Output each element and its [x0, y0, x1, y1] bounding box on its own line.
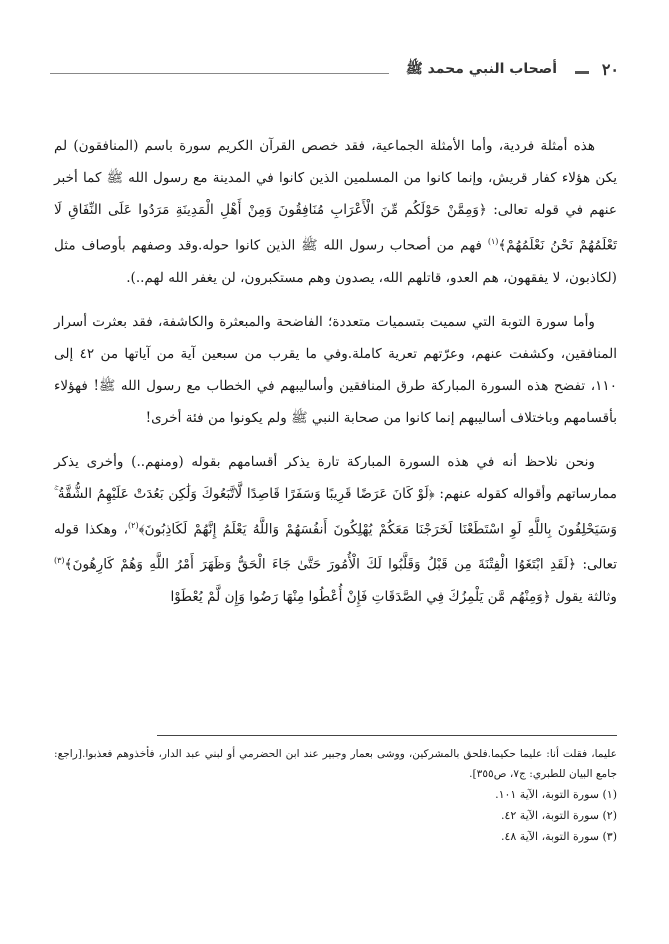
main-text	[54, 130, 617, 613]
quran-verse: ﴿لَقَدِ ابْتَغَوُا الْفِتْنَةَ مِن قَبْلُ وَقَلَّبُوا لَكَ الْأُمُورَ حَتَّىٰ جَاءَ الْحَقُّ وَظَهَرَ أَمْرُ اللَّهِ وَهُمْ كَارِهُونَ﴾	[64, 556, 577, 573]
running-title: أصحاب النبي محمد ﷺ	[405, 61, 557, 77]
paragraph-2	[54, 306, 617, 434]
footnote-continuation: عليما، فقلت أنا: عليما حكيما.فلحق بالمشركين، ووشى بعمار وجبير عند ابن الحضرمي أو لبني عبد الدار، فأخذوهم فعذبوا.[راجع: جامع البيان للطبري: ج٧، ص٣٥٥].	[54, 748, 617, 780]
header-dash	[575, 71, 589, 74]
text-run: ونحن نلاحظ أنه في هذه السورة المباركة تارة يذكر أقسامهم بقوله (ومنهم..) وأخرى يذكر ممارساتهم وأقواله كقوله عنهم:	[54, 453, 617, 502]
quran-verse: ﴿لَوْ كَانَ عَرَضًا قَرِيبًا وَسَفَرًا قَاصِدًا لَّاتَّبَعُوكَ وَلَٰكِن بَعُدَتْ عَلَيْهِمُ الشُّقَّةُ ۚ وَسَيَحْلِفُونَ بِاللَّهِ لَوِ اسْتَطَعْنَا لَخَرَجْنَا مَعَكُمْ يُهْلِكُونَ أَنفُسَهُمْ وَاللَّهُ يَعْلَمُ إِنَّهُمْ لَكَاذِبُونَ﴾	[54, 485, 617, 538]
text-run: وأما سورة التوبة التي سميت بتسميات متعددة؛ الفاضحة والمبعثرة والكاشفة، فقد بعثرت أسرار المنافقين، وكشفت عنهم، وعرّتهم تعرية كاملة.وفي ما يقرب من سبعين آية من آياتها من ٤٢ إلى ١١٠، تفضح هذه السورة المباركة طرق المنافقين وأساليبهم في الخطاب مع رسول الله ﷺ! فهؤلاء بأقسامهم وباختلاف أساليبهم إنما كانوا من صحابة النبي ﷺ ولم يكونوا من فئة أخرى!	[54, 313, 618, 426]
quran-verse: ﴿وَمِمَّنْ حَوْلَكُم مِّنَ الْأَعْرَابِ مُنَافِقُونَ وَمِنْ أَهْلِ الْمَدِينَةِ مَرَدُوا عَلَى النِّفَاقِ لَا تَعْلَمُهُمْ نَحْنُ نَعْلَمُهُمْ﴾	[54, 202, 618, 254]
page-number: ٢٠	[601, 60, 619, 79]
footnote-1: (١) سورة التوبة، الآية ١٠١.	[495, 788, 617, 801]
header-rule	[50, 73, 389, 74]
quran-verse: ﴿وَمِنْهُم مَّن يَلْمِزُكَ فِي الصَّدَقَاتِ فَإِنْ أُعْطُوا مِنْهَا رَضُوا وَإِن لَّمْ يُعْطَوْا	[170, 588, 551, 605]
footnote-ref: (٢)	[128, 520, 139, 530]
footnote-3: (٣) سورة التوبة، الآية ٤٨.	[500, 830, 617, 843]
footnotes	[54, 744, 617, 847]
footnote-2: (٢) سورة التوبة، الآية ٤٢.	[500, 809, 617, 822]
text-run: فهم من أصحاب رسول الله ﷺ الذين كانوا حوله.وقد وصفهم بأوصاف مثل (لكاذبون، لا يفقهون، هم العدو، قاتلهم الله، يصدون وهم مستكبرون، لن يغفر الله لهم..).	[54, 237, 617, 286]
footnote-ref: (٣)	[54, 556, 65, 566]
text-run: ، وهكذا قوله تعالى:	[54, 521, 617, 573]
footnote-ref: (١)	[487, 237, 499, 246]
footnote-separator	[157, 735, 617, 736]
text-run: وثالثة يقول	[550, 588, 617, 605]
footnote-list	[54, 784, 617, 847]
paragraph-3	[54, 446, 617, 613]
running-header	[50, 60, 619, 90]
text-run: هذه أمثلة فردية، وأما الأمثلة الجماعية، فقد خصص القرآن الكريم سورة باسم (المنافقون) لم يكن هؤلاء كفار قريش، وإنما كانوا من المسلمين الذين كانوا في المدينة مع رسول الله ﷺ كما أخبر عنهم في قوله تعالى:	[54, 138, 618, 218]
paragraph-1	[54, 130, 617, 294]
